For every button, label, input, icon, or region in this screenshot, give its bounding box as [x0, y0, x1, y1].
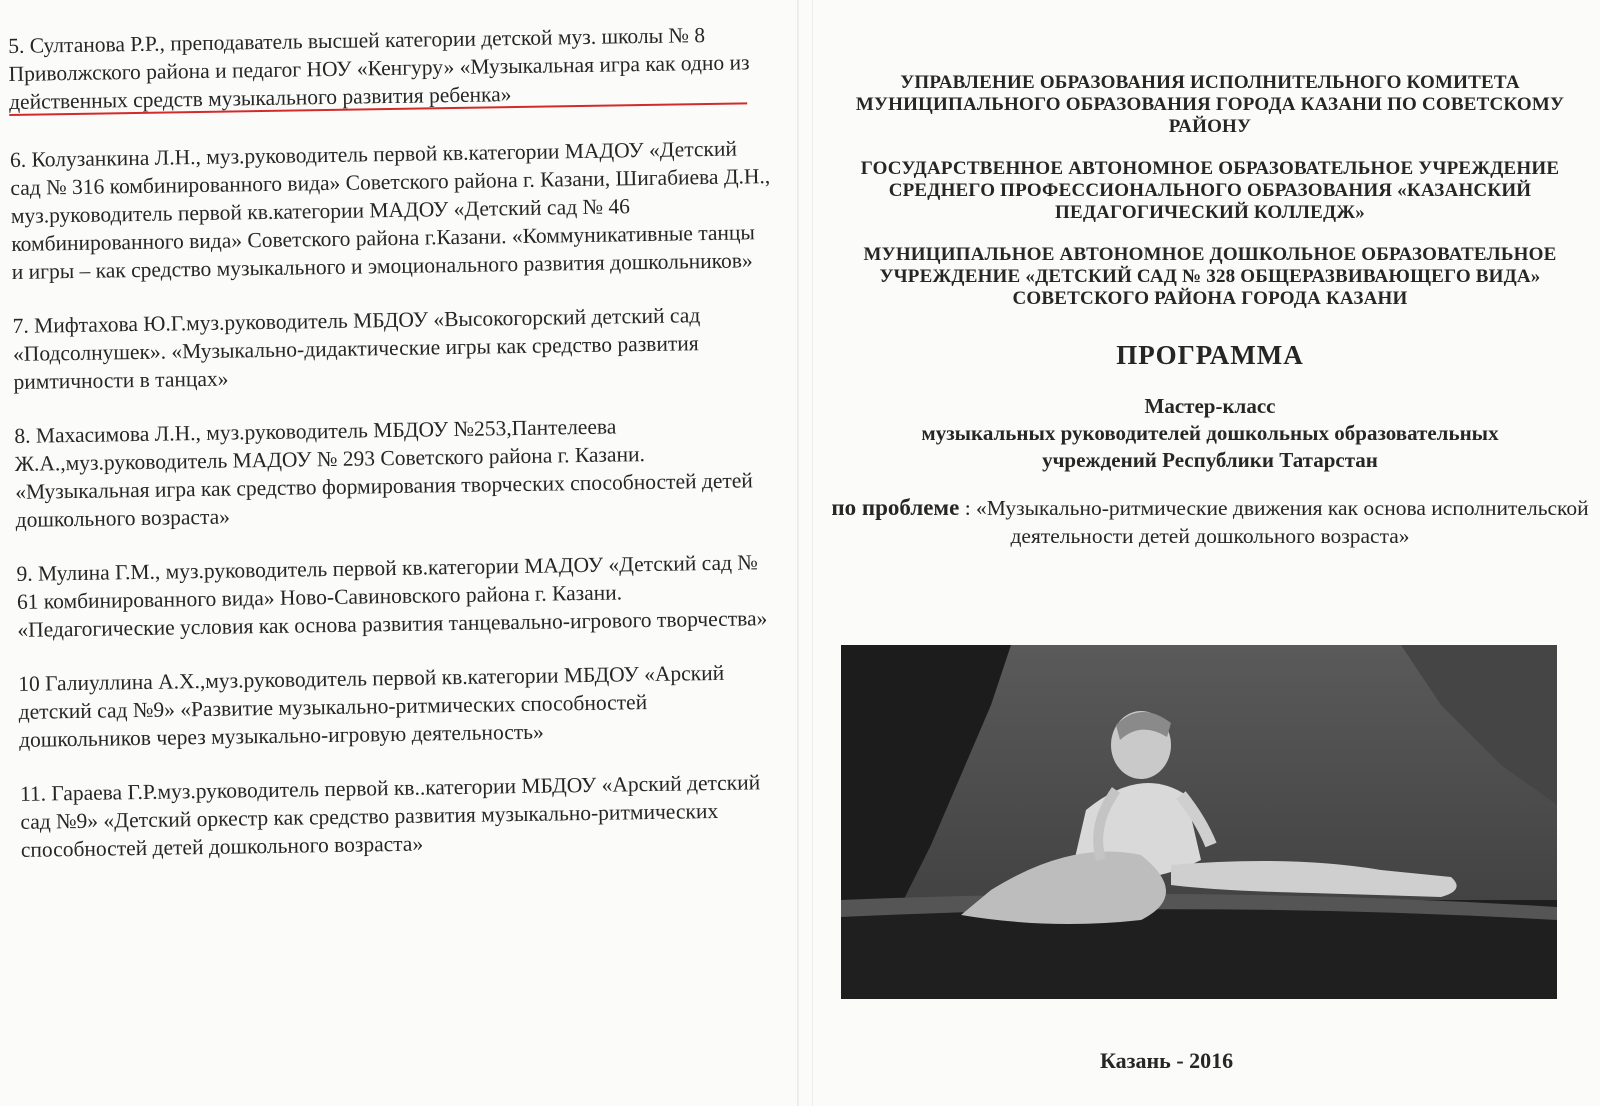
page-fold: [797, 0, 799, 1106]
problem-statement: [830, 494, 1590, 550]
problem-label: по проблеме: [831, 495, 960, 520]
list-item: 10 Галиуллина А.Х.,муз.руководитель первой кв.категории МБДОУ «Арский детский сад №9» «Развитие музыкально-ритмических способностей дошкольников через музыкально-игровую деятельность»: [18, 660, 725, 752]
list-item: 9. Мулина Г.М., муз.руководитель первой кв.категории МАДОУ «Детский сад № 61 комбинированного вида» Ново-Савиновского района г. Казани. «Педагогические условия как основа развития танцевально-игрового творчества»: [16, 550, 768, 642]
title-page: [830, 60, 1590, 550]
program-title: ПРОГРАММА: [1116, 340, 1304, 370]
list-item: 11. Гараева Г.Р.муз.руководитель первой кв..категории МБДОУ «Арский детский сад №9» «Детский оркестр как средство развития музыкально-ритмических способностей детей дошкольного возраста»: [19, 770, 761, 862]
org-heading-2: ГОСУДАРСТВЕННОЕ АВТОНОМНОЕ ОБРАЗОВАТЕЛЬНОЕ УЧРЕЖДЕНИЕ СРЕДНЕГО ПРОФЕССИОНАЛЬНОГО ОБРАЗОВАНИЯ «КАЗАНСКИЙ ПЕДАГОГИЧЕСКИЙ КОЛЛЕДЖ»: [860, 158, 1560, 223]
city-year: Казань - 2016: [1100, 1048, 1234, 1073]
speaker-list: [8, 20, 781, 890]
ballerina-illustration: [841, 645, 1557, 999]
masterclass-line-2: музыкальных руководителей дошкольных образовательных: [921, 421, 1499, 445]
list-item: 8. Махасимова Л.Н., муз.руководитель МБДОУ №253,Пантелеева Ж.А.,муз.руководитель МАДОУ № 293 Советского района г. Казани. «Музыкальная игра как средство формирования творческих способностей детей дошкольного возраста»: [14, 414, 754, 532]
masterclass-line-1: Мастер-класс: [1144, 394, 1276, 418]
ballerina-photo: [841, 645, 1557, 999]
org-heading-3: МУНИЦИПАЛЬНОЕ АВТОНОМНОЕ ДОШКОЛЬНОЕ ОБРАЗОВАТЕЛЬНОЕ УЧРЕЖДЕНИЕ «ДЕТСКИЙ САД № 328 ОБЩЕРАЗВИВАЮЩЕГО ВИДА» СОВЕТСКОГО РАЙОНА ГОРОДА КАЗАНИ: [863, 244, 1557, 309]
page-fold-shadow: [812, 0, 813, 1106]
org-heading-1: УПРАВЛЕНИЕ ОБРАЗОВАНИЯ ИСПОЛНИТЕЛЬНОГО КОМИТЕТА МУНИЦИПАЛЬНОГО ОБРАЗОВАНИЯ ГОРОДА КАЗАНИ ПО СОВЕТСКОМУ РАЙОНУ: [855, 72, 1565, 137]
masterclass-line-3: учреждений Республики Татарстан: [1042, 448, 1378, 472]
problem-text: : «Музыкально-ритмические движения как основа исполнительской деятельности детей дошкольного возраста»: [964, 496, 1589, 548]
list-item: 5. Султанова Р.Р., преподаватель высшей категории детской муз. школы № 8 Приволжского района и педагог НОУ «Кенгуру» «Музыкальная игра как одно из действенных средств музыкального развития ребенка»: [8, 23, 750, 114]
list-item: 6. Колузанкина Л.Н., муз.руководитель первой кв.категории МАДОУ «Детский сад № 316 комбинированного вида» Советского района г. Казани, Шигабиева Д.Н., муз.руководитель первой кв.категории МАДОУ «Детский сад № 46 комбинированного вида» Советского района г.Казани. «Коммуникативные танцы и игры – как средство музыкального и эмоционального развития дошкольников»: [9, 136, 771, 284]
list-item: 7. Мифтахова Ю.Г.муз.руководитель МБДОУ «Высокогорский детский сад «Подсолнушек». «Музыкально-дидактические игры как средство развития римтичности в танцах»: [12, 303, 701, 394]
